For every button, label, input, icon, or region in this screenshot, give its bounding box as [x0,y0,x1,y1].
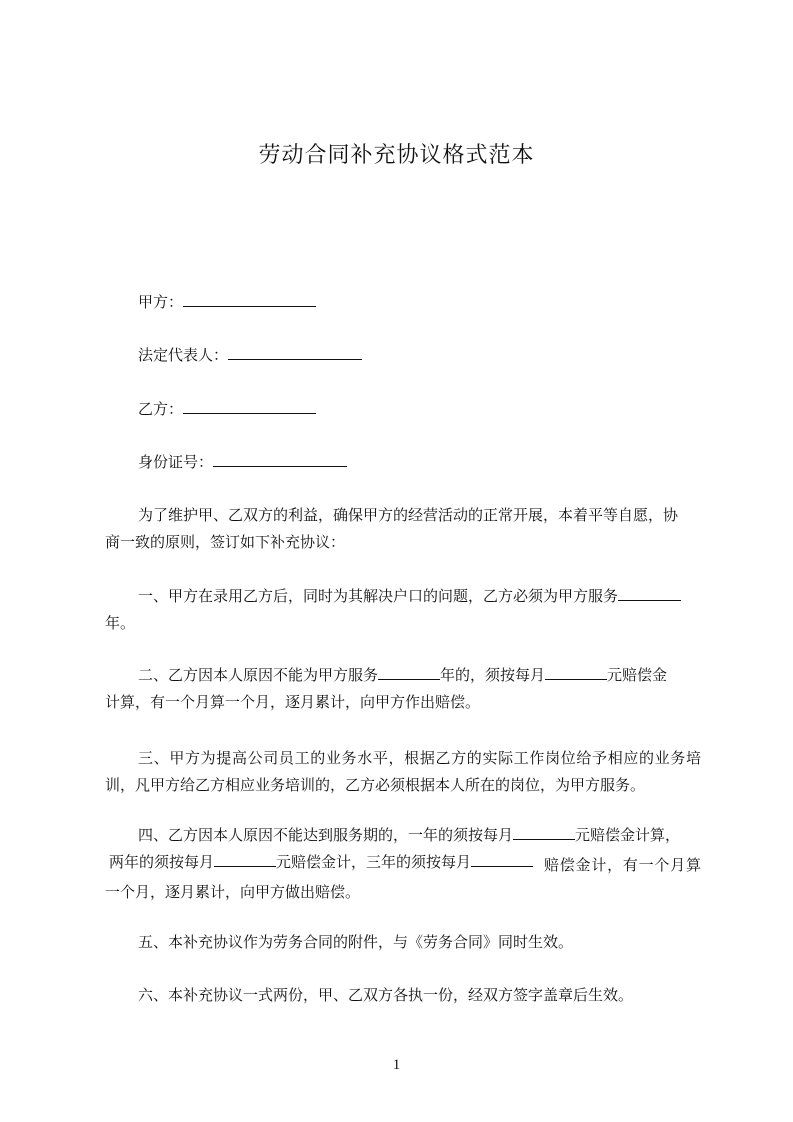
legal-representative-field [138,345,362,365]
clause-1-text-1: 一、甲方在录用乙方后，同时为其解决户口的问题，乙方必须为甲方服务 [138,587,619,605]
clause-4-blank-1 [513,825,575,840]
clause-2-line-2: 计算，有一个月算一个月，逐月累计，向甲方作出赔偿。 [105,693,481,711]
clause-6: 六、本补充协议一式两份，甲、乙双方各执一份，经双方签字盖章后生效。 [138,986,634,1004]
clause-4-line-1 [138,825,680,845]
clause-5: 五、本补充协议作为劳务合同的附件，与《劳务合同》同时生效。 [138,933,574,951]
clause-4-text-2: 元赔偿金计算， [575,826,681,844]
clause-2-blank-amount [545,665,607,680]
party-b-field [138,399,316,419]
id-number-label: 身份证号： [138,453,214,471]
intro-line-1: 为了维护甲、乙双方的利益，确保甲方的经营活动的正常开展，本着平等自愿，协 [138,506,679,524]
page-number: 1 [392,1057,401,1073]
party-a-blank [183,292,316,307]
intro-line-2: 商一致的原则，签订如下补充协议： [105,533,346,551]
party-a-label: 甲方： [138,293,184,311]
party-a-field [138,292,316,312]
clause-2-line-1 [138,665,667,685]
clause-3: 三、甲方为提高公司员工的业务水平，根据乙方的实际工作岗位给予相应的业务培训，凡甲方给乙方相应业务培训的，乙方必须根据本人所在的岗位，为甲方服务。 [105,749,701,794]
clause-4-text-3: 两年的须按每月 [109,853,215,871]
legal-representative-blank [228,345,362,360]
clause-2-text-3: 元赔偿金 [607,666,668,684]
clause-1-line-1 [138,586,681,606]
clause-2-blank-years [378,665,440,680]
document-title: 劳动合同补充协议格式范本 [258,143,535,168]
party-b-blank [183,399,316,414]
clause-4-line-2-rest: 赔偿金计，有一个月算一个月，逐月累计，向甲方做出赔偿。 [105,856,701,901]
party-b-label: 乙方： [138,400,184,418]
id-number-blank [213,452,347,467]
id-number-field [138,452,347,472]
clause-2-text-1: 二、乙方因本人原因不能为甲方服务 [138,666,379,684]
clause-1-blank-years [618,586,681,601]
clause-2-text-2: 年的，须按每月 [440,666,546,684]
clause-1-line-2: 年。 [105,614,136,632]
legal-representative-label: 法定代表人： [138,346,229,364]
clause-4-text-1: 四、乙方因本人原因不能达到服务期的，一年的须按每月 [138,826,514,844]
clause-4-text-4: 元赔偿金计，三年的须按每月 [276,853,472,871]
